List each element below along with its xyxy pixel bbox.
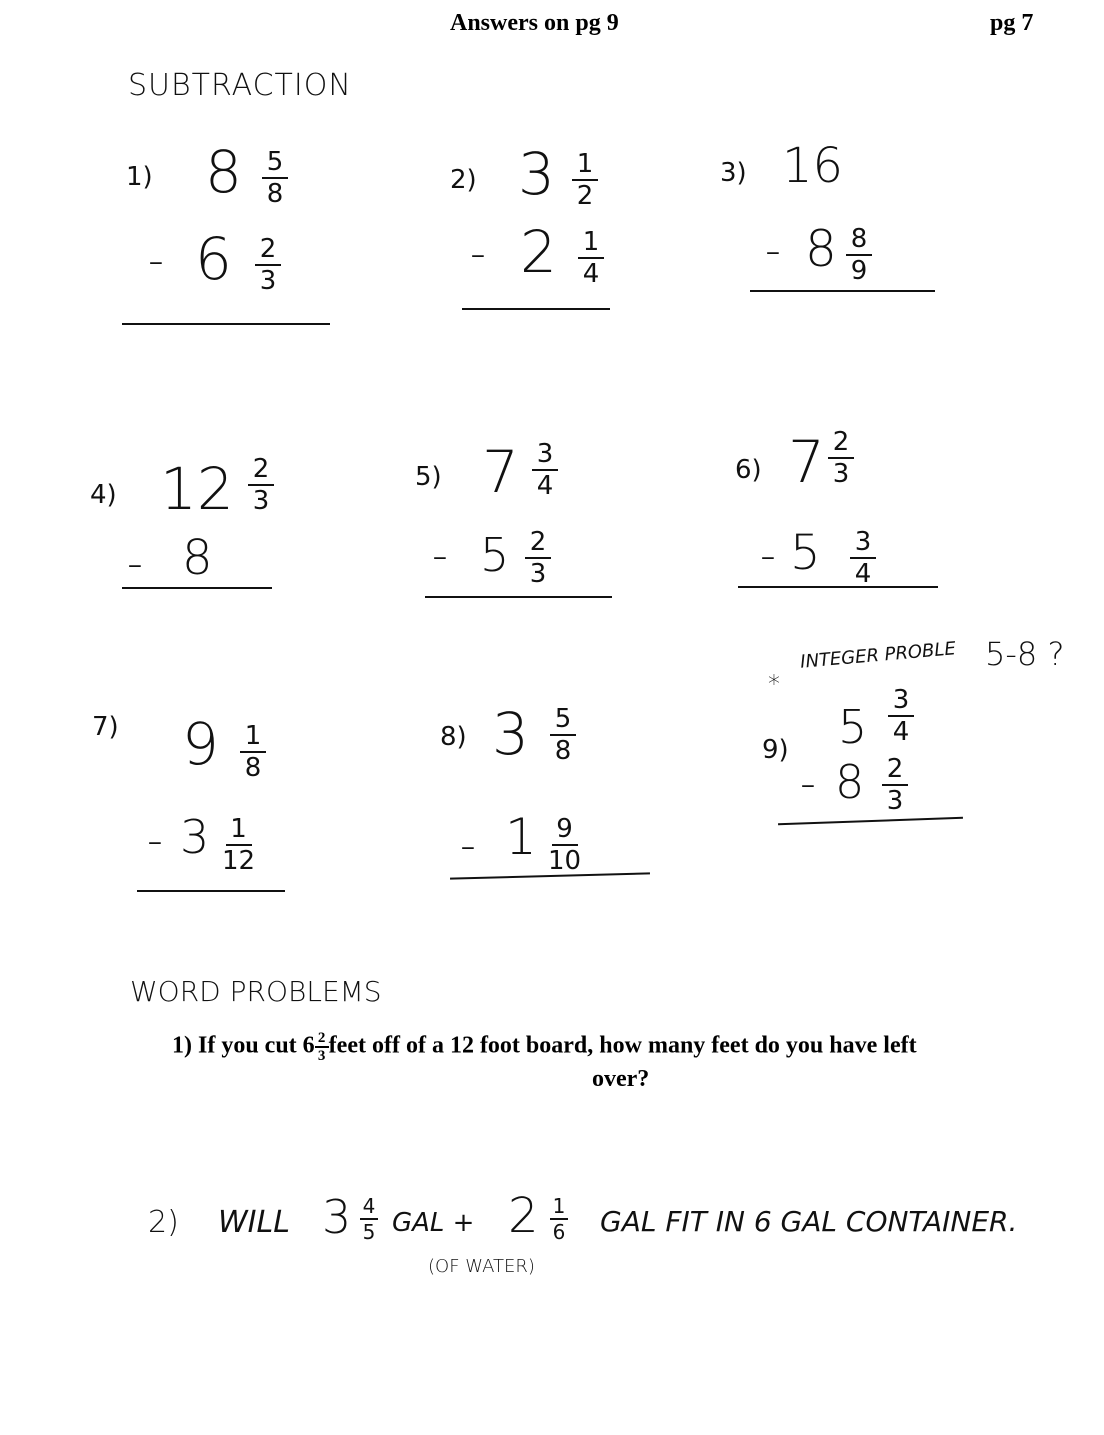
star-marker: *	[768, 670, 780, 698]
bottom-whole: 3	[180, 810, 210, 864]
word-problem-1	[172, 1030, 917, 1064]
word-problem-2-label: 2)	[148, 1205, 179, 1240]
numerator: 4	[362, 1194, 376, 1218]
word-problem-1-fraction	[315, 1030, 329, 1064]
top-whole: 7	[482, 438, 519, 506]
top-fraction	[532, 440, 558, 500]
denominator: 3	[529, 559, 547, 589]
bottom-whole: 8	[182, 530, 213, 586]
minus-sign: -	[148, 235, 164, 286]
numerator: 3	[536, 439, 554, 469]
numerator: 1	[230, 814, 247, 844]
mixed-1-whole: 3	[322, 1190, 352, 1244]
denominator: 3	[832, 459, 850, 489]
top-whole: 9	[182, 710, 219, 778]
numerator: 9	[556, 814, 573, 844]
minus-sign: -	[760, 530, 776, 581]
answer-line	[778, 817, 963, 825]
top-whole: 3	[518, 140, 555, 208]
denominator: 3	[886, 786, 904, 816]
word-problem-2-note: (OF WATER)	[428, 1256, 535, 1277]
bottom-whole: 5	[480, 528, 510, 582]
denominator: 5	[362, 1220, 376, 1244]
numerator: 2	[886, 754, 904, 784]
bottom-whole: 1	[505, 808, 537, 866]
problem-label: 4)	[90, 480, 117, 510]
top-fraction	[572, 150, 598, 210]
page-number: pg 7	[990, 10, 1034, 36]
numerator: 1	[244, 721, 262, 751]
denominator: 6	[552, 1220, 566, 1244]
answers-note: Answers on pg 9	[450, 10, 619, 36]
word-problem-1-prefix: 1) If you cut 6	[172, 1032, 315, 1059]
minus-sign: -	[460, 820, 476, 871]
numerator: 5	[554, 704, 572, 734]
bottom-fraction	[578, 228, 604, 288]
minus-sign: -	[800, 758, 816, 809]
top-whole: 8	[205, 138, 242, 206]
denominator: 3	[259, 266, 277, 296]
problem-label: 3)	[720, 158, 747, 188]
denominator: 4	[536, 471, 554, 501]
numerator: 2	[252, 454, 270, 484]
mixed-2-whole: 2	[508, 1188, 539, 1244]
word-problem-2-gal-plus: GAL +	[392, 1208, 475, 1238]
numerator: 2	[259, 234, 277, 264]
minus-sign: -	[127, 538, 143, 589]
numerator: 1	[582, 227, 600, 257]
denominator: 8	[554, 736, 572, 766]
bottom-whole: 2	[520, 218, 557, 286]
mixed-1-fraction	[360, 1195, 378, 1243]
denominator: 4	[892, 717, 910, 747]
word-problem-1-line2: over?	[592, 1066, 650, 1092]
bottom-whole: 5	[790, 525, 821, 581]
top-whole: 3	[492, 700, 529, 768]
top-fraction	[248, 455, 274, 515]
bottom-whole: 8	[835, 755, 865, 809]
denominator: 10	[548, 846, 582, 876]
numerator: 1	[576, 149, 594, 179]
numerator: 2	[529, 527, 547, 557]
answer-line	[137, 890, 285, 892]
bottom-whole: 6	[195, 225, 232, 293]
bottom-fraction	[222, 815, 255, 875]
problem-label: 7)	[92, 712, 119, 742]
mixed-2-fraction	[550, 1195, 568, 1243]
numerator: 3	[854, 527, 872, 557]
minus-sign: -	[765, 225, 781, 276]
top-fraction	[828, 428, 854, 488]
top-whole: 16	[782, 138, 844, 194]
denominator: 3	[252, 486, 270, 516]
denominator: 9	[850, 256, 868, 286]
answer-line	[425, 596, 612, 598]
problem-label: 2)	[450, 165, 477, 195]
denominator: 2	[576, 181, 594, 211]
bottom-fraction	[846, 225, 872, 285]
word-problem-1-suffix: feet off of a 12 foot board, how many feet do you have left	[328, 1032, 917, 1059]
word-problem-2-will: WILL	[218, 1205, 290, 1240]
integer-problem-note: INTEGER PROBLE	[799, 638, 957, 673]
answer-line	[738, 586, 938, 588]
bottom-fraction	[850, 528, 876, 588]
section-title: SUBTRACTION	[128, 68, 352, 103]
bottom-fraction	[255, 235, 281, 295]
numerator: 5	[266, 147, 284, 177]
numerator: 1	[552, 1194, 566, 1218]
numerator: 8	[850, 224, 868, 254]
minus-sign: -	[147, 815, 163, 866]
denominator: 4	[582, 259, 600, 289]
bottom-fraction	[548, 815, 581, 875]
top-fraction	[262, 148, 288, 208]
bottom-fraction	[882, 755, 908, 815]
word-problem-2-rest: GAL FIT IN 6 GAL CONTAINER.	[600, 1205, 1018, 1238]
numerator: 3	[892, 685, 910, 715]
integer-expression: 5-8 ?	[985, 635, 1065, 673]
problem-label: 1)	[126, 162, 153, 192]
answer-line	[462, 308, 610, 310]
bottom-fraction	[525, 528, 551, 588]
problem-label: 5)	[415, 462, 442, 492]
answer-line	[122, 587, 272, 589]
bottom-whole: 8	[805, 220, 837, 278]
numerator: 2	[317, 1030, 326, 1046]
minus-sign: -	[432, 530, 448, 581]
answer-line	[750, 290, 935, 292]
top-fraction	[550, 705, 576, 765]
word-problems-title: WORD PROBLEMS	[130, 975, 382, 1008]
problem-label: 6)	[735, 455, 762, 485]
denominator: 8	[244, 753, 262, 783]
denominator: 12	[222, 846, 256, 876]
answer-line	[122, 323, 330, 325]
top-whole: 5	[838, 700, 868, 754]
numerator: 2	[832, 427, 850, 457]
denominator: 4	[854, 559, 872, 589]
problem-label: 8)	[440, 722, 467, 752]
top-whole: 12	[160, 455, 234, 523]
top-fraction	[888, 686, 914, 746]
problem-label: 9)	[762, 735, 789, 765]
denominator: 3	[317, 1048, 326, 1064]
minus-sign: -	[470, 228, 486, 279]
top-fraction	[240, 722, 266, 782]
top-whole: 7	[788, 428, 825, 496]
denominator: 8	[266, 179, 284, 209]
